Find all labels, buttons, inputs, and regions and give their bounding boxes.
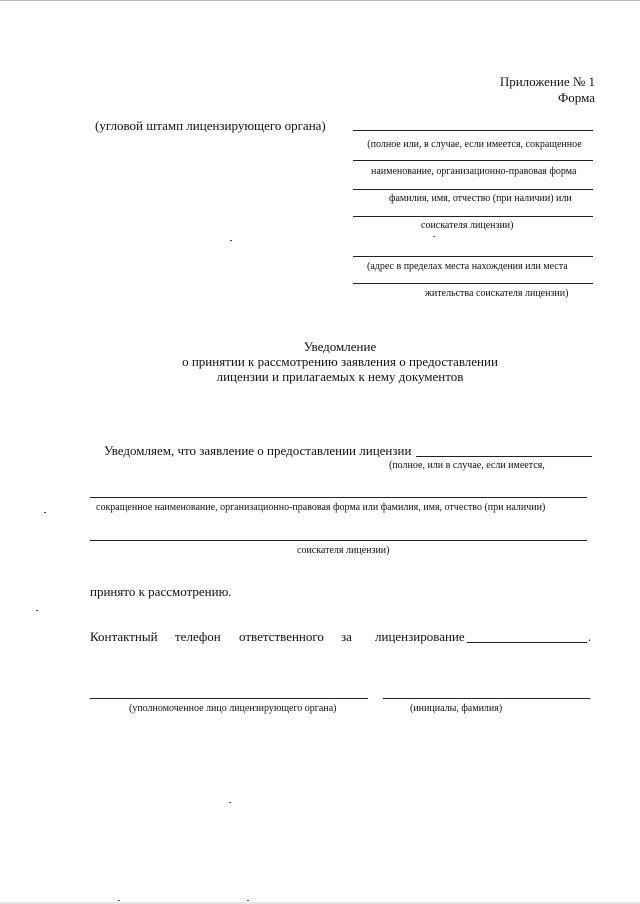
contact-word-5: лицензирование (375, 629, 465, 644)
signature-caption-left: (уполномоченное лицо лицензирующего органа) (129, 703, 337, 714)
addressee-line-4 (353, 216, 593, 217)
addressee-caption-1: (полное или, в случае, если имеется, сокращенное (367, 139, 582, 150)
addressee-caption-6: жительства соискателя лицензии) (425, 288, 569, 299)
addressee-caption-2: наименование, организационно-правовая форма (371, 166, 577, 177)
addressee-caption-5: (адрес в пределах места нахождения или места (367, 261, 568, 272)
applicant-name-line-2 (90, 497, 587, 498)
title-line-3: лицензии и прилагаемых к нему документов (216, 369, 464, 384)
addressee-caption-4: соискателя лицензии) (421, 220, 514, 231)
scan-speck (36, 610, 38, 611)
contact-word-1: Контактный (90, 629, 158, 644)
document-title (120, 339, 560, 384)
addressee-line-2 (353, 160, 593, 161)
contact-phone-line (467, 642, 587, 643)
stamp-label: (угловой штамп лицензирующего органа) (95, 118, 326, 133)
applicant-name-line-1 (416, 456, 592, 457)
caption-full-name: (полное, или в случае, если имеется, (389, 460, 545, 471)
signature-line-right (383, 698, 590, 699)
title-line-2: о принятии к рассмотрению заявления о предоставлении (182, 354, 498, 369)
scan-edge-top (0, 0, 640, 1)
title-line-1: Уведомление (303, 339, 377, 354)
addressee-line-6 (353, 283, 593, 284)
scan-speck (433, 236, 435, 237)
scan-speck (118, 900, 120, 901)
scan-speck (44, 512, 46, 513)
notice-text: Уведомляем, что заявление о предоставлении лицензии (104, 443, 412, 458)
contact-period: . (588, 629, 592, 644)
addressee-line-1 (353, 130, 593, 131)
addressee-line-5 (353, 256, 593, 257)
header-block (500, 74, 595, 106)
appendix-number: Приложение № 1 (499, 74, 595, 89)
applicant-name-line-3 (90, 540, 587, 541)
contact-word-2: телефон (175, 629, 221, 644)
addressee-caption-3: фамилия, имя, отчество (при наличии) или (389, 193, 572, 204)
addressee-line-3 (353, 189, 593, 190)
scan-speck (229, 802, 231, 803)
form-label: Форма (558, 90, 595, 105)
contact-word-4: за (341, 629, 352, 644)
scan-speck (247, 900, 249, 901)
signature-line-left (90, 698, 368, 699)
accepted-text: принято к рассмотрению. (90, 584, 232, 599)
contact-word-3: ответственного (239, 629, 324, 644)
caption-short-name: сокращенное наименование, организационно-правовая форма или фамилия, имя, отчество (при наличии) (96, 502, 546, 513)
caption-applicant: соискателя лицензии) (297, 545, 390, 556)
scan-speck (230, 240, 232, 241)
signature-caption-right: (инициалы, фамилия) (410, 703, 503, 714)
